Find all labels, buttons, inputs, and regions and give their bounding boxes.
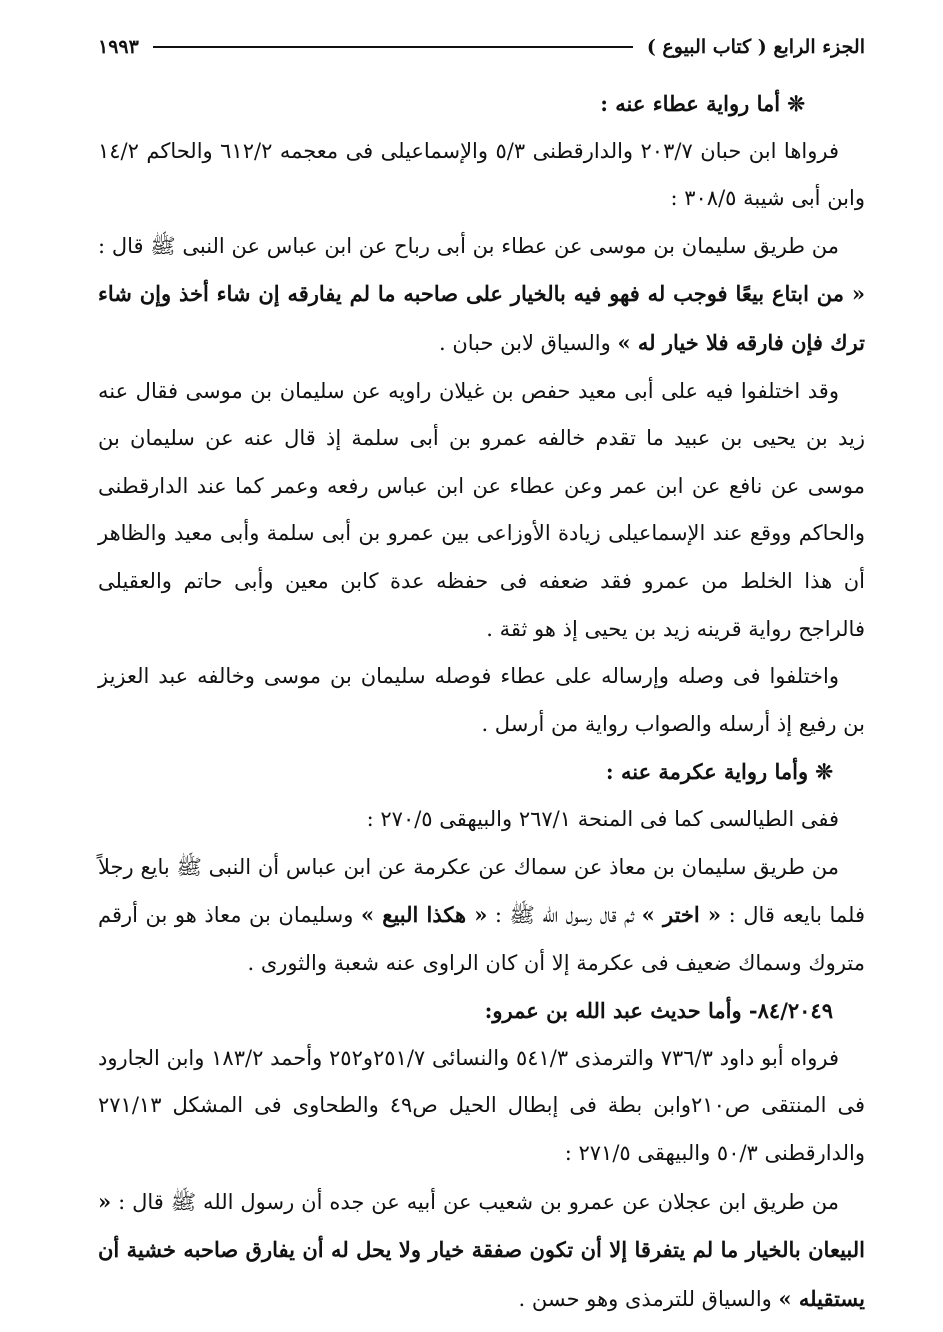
running-title: الجزء الرابع ( كتاب البيوع ) — [646, 36, 865, 58]
paragraph-hadith-ikrima — [98, 844, 865, 988]
paragraph-hadith-ataa — [98, 223, 865, 368]
attribution-text: والسياق للترمذى وهو حسن . — [518, 1286, 779, 1311]
grading-text: وسليمان بن معاذ هو بن أرقم متروك وسماك ضعيف فى عكرمة إلا أن كان الراوى عنه شعبة والثورى . — [98, 903, 865, 975]
paragraph-discussion: وقد اختلفوا فيه على أبى معيد حفص بن غيلان راويه عن سليمان بن موسى فقال عنه زيد بن يحيى بن عبيد ما تقدم خالفه عمرو بن أبى سلمة إذ قال عنه عن سليمان بن موسى عن نافع عن ابن عمر وعن عطاء عن ابن عباس رفعه وعمر كما عند الدارقطنى والحاكم ووقع عند الإسماعيلى زيادة الأوزاعى بين عمرو بن أبى سلمة وأبى معيد والظاهر أن هذا الخلط من عمرو فقد ضعفه فى حفظه عدة كابن معين وأبى حاتم والعقيلى فالراجح رواية قرينه زيد بن يحيى إذ هو ثقة . — [98, 378, 865, 641]
header-rule — [153, 46, 633, 48]
narration-text: ثم قال رسول الله ﷺ : — [487, 903, 642, 928]
page-header — [98, 30, 865, 64]
isnad-text: من طريق سليمان بن معاذ عن سماك عن عكرمة عن ابن عباس أن النبى ﷺ بايع رجلاً فلما بايعه قال : — [98, 854, 865, 928]
attribution-text: والسياق لابن حبان . — [438, 330, 618, 355]
quote-ikhtar: « اختر » — [641, 902, 722, 928]
paragraph-sources-ataa: فرواها ابن حبان ٢٠٣/٧ والدارقطنى ٥/٣ والإسماعيلى فى معجمه ٦١٢/٢ والحاكم ١٤/٢ وابن أبى شيبة ٣٠٨/٥ : — [98, 138, 865, 211]
paragraph-hadith-abdallah — [98, 1178, 865, 1324]
paragraph-sources-abdallah: فرواه أبو داود ٧٣٦/٣ والترمذى ٥٤١/٣ والنسائى ٢٥١/٧و٢٥٢ وأحمد ١٨٣/٢ وابن الجارود فى المنتقى ص٢١٠وابن بطة فى إبطال الحيل ص٤٩ والطحاوى فى المشكل ٢٧١/١٣ والدارقطنى ٥٠/٣ والبيهقى ٢٧١/٥ : — [98, 1045, 865, 1166]
isnad-text: من طريق سليمان بن موسى عن عطاء بن أبى رباح عن ابن عباس عن النبى ﷺ قال : — [98, 233, 839, 258]
section-heading-abdallah: ٨٤/٢٠٤٩- وأما حديث عبد الله بن عمرو: — [484, 998, 833, 1024]
paragraph-wasl-irsal: واختلفوا فى وصله وإرساله على عطاء فوصله سليمان بن موسى وخالفه عبد العزيز بن رفيع إذ أرسله والصواب رواية من أرسل . — [98, 664, 865, 736]
paragraph-sources-ikrima: ففى الطيالسى كما فى المنحة ٢٦٧/١ والبيهقى ٢٧٠/٥ : — [366, 806, 839, 831]
page-body — [98, 80, 865, 1323]
section-heading-ataa: ❊ أما رواية عطاء عنه : — [600, 91, 805, 116]
hadith-text: « من ابتاع بيعًا فوجب له فهو فيه بالخيار على صاحبه ما لم يفارقه إن شاء أخذ وإن شاء ترك فإن فارقه فلا خيار له » — [98, 281, 865, 355]
page-number: ١٩٩٣ — [98, 36, 139, 58]
section-heading-ikrima: ❊ وأما رواية عكرمة عنه : — [605, 759, 833, 785]
isnad-text: من طريق ابن عجلان عن عمرو بن شعيب عن أبيه عن جده أن رسول الله ﷺ قال : — [118, 1189, 839, 1214]
hadith-text: « البيعان بالخيار ما لم يتفرقا إلا أن تكون صفقة خيار ولا يحل له أن يفارق صاحبه خشية أن يستقيله » — [98, 1188, 865, 1311]
quote-hakadha: « هكذا البيع » — [360, 902, 488, 928]
